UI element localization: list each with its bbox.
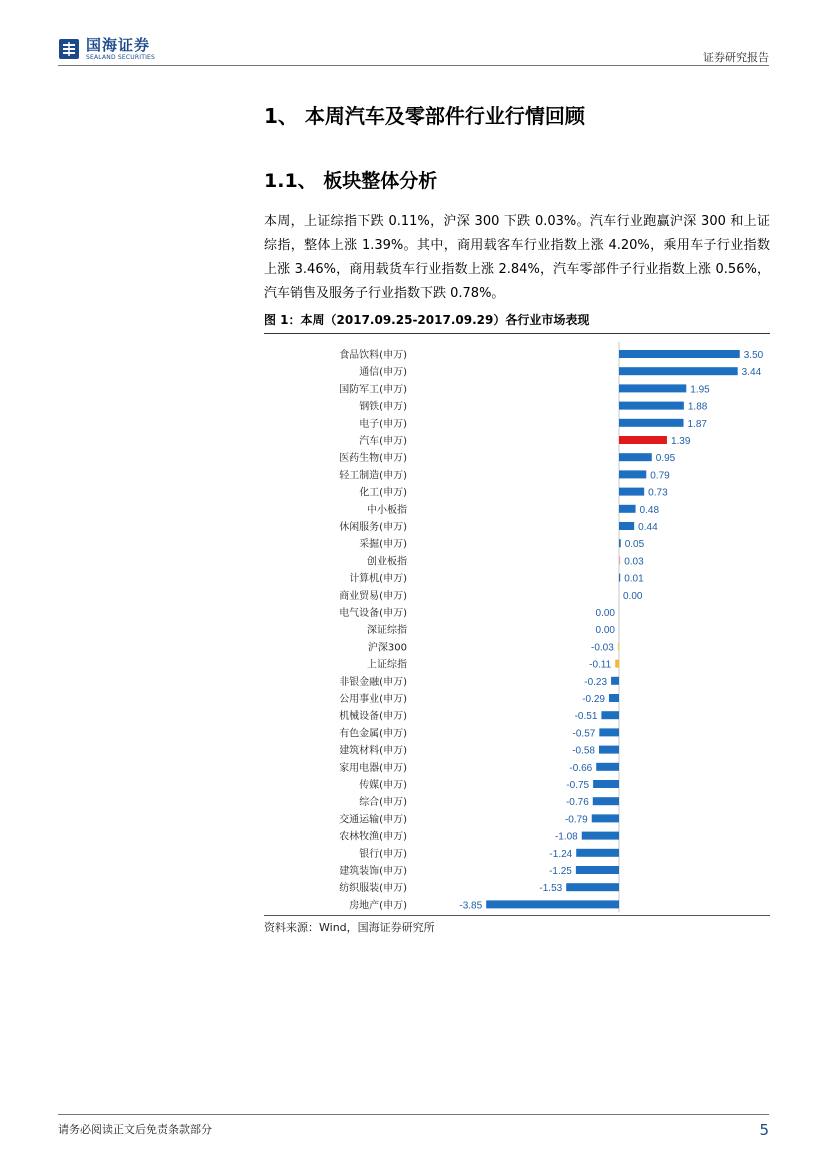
category-label: 有色金属(申万) [339,728,407,740]
bar [619,367,738,375]
category-label: 电气设备(申万) [339,608,407,619]
data-label: 0.01 [624,573,644,585]
bar [619,470,646,478]
bar [619,505,636,513]
section-heading: 1、 本周汽车及零部件行业行情回顾 [264,104,585,128]
category-label: 医药生物(申万) [339,453,407,465]
report-type-label: 证券研究报告 [703,51,769,64]
category-label: 纺织服装(申万) [339,883,407,895]
category-label: 非银金融(申万) [339,676,407,688]
category-label: 采掘(申万) [359,539,407,551]
figure-source: 资料来源：Wind，国海证券研究所 [264,921,435,934]
data-label: -0.51 [574,711,598,723]
bar [609,694,619,702]
bar [576,849,619,857]
data-label: 3.50 [743,350,764,361]
category-label: 上证综指 [367,659,407,671]
category-label: 商业贸易(申万) [339,590,407,602]
bar [611,677,619,685]
category-label: 计算机(申万) [349,573,407,585]
bar [576,866,619,874]
data-label: -0.23 [584,676,608,688]
bar [619,384,686,392]
category-label: 交通运输(申万) [339,814,407,826]
category-label: 休闲服务(申万) [339,522,407,533]
data-label: 0.00 [595,625,615,637]
category-label: 创业板指 [367,556,407,568]
page-number: 5 [759,1121,769,1139]
data-label: 0.44 [638,522,658,533]
data-label: 0.05 [624,539,645,551]
data-label: -0.58 [572,745,595,757]
category-label: 建筑材料(申万) [339,745,407,757]
data-label: 1.87 [687,418,707,430]
bar [593,797,619,805]
data-label: 1.39 [670,436,691,447]
data-label: 0.79 [650,470,670,482]
bar [582,832,619,840]
data-label: -0.66 [569,762,593,774]
data-label: -0.76 [565,797,589,809]
figure-bottom-rule [264,915,770,916]
footer-divider [58,1114,769,1115]
data-label: 0.00 [595,608,615,619]
data-label: -1.53 [539,883,563,895]
category-label: 农林牧渔(申万) [339,831,407,843]
category-label: 汽车(申万) [359,436,407,447]
page-header [0,0,827,66]
bar [601,711,619,719]
figure-caption: 图 1：本周（2017.09.25-2017.09.29）各行业市场表现 [264,313,590,327]
bar [618,642,619,650]
category-label: 公用事业(申万) [339,694,407,705]
sealand-logo-icon [58,38,80,60]
bar [619,556,620,564]
figure-top-rule [264,333,770,334]
data-label: 1.95 [690,384,710,396]
category-label: 机械设备(申万) [339,711,407,723]
category-label: 传媒(申万) [359,780,407,791]
body-paragraph: 本周，上证综指下跌 0.11%，沪深 300 下跌 0.03%。汽车行业跑赢沪深 300 和上证综指，整体上涨 1.39%。其中，商用载客车行业指数上涨 4.20%，乘用车子行业指数上涨 3.46%，商用载货车行业指数上涨 2.84%，汽车零部件子行业指数上涨 0.56%，汽车销售及服务子行业指数下跌 0.78%。 [264,214,770,301]
bar [615,660,619,668]
bar [619,419,684,427]
category-label: 通信(申万) [359,367,407,379]
data-label: -0.75 [566,780,590,791]
bar [619,488,644,496]
data-label: -1.25 [549,866,572,877]
data-label: -0.29 [582,694,605,705]
category-label: 深证综指 [367,625,407,637]
data-label: -1.24 [549,848,573,860]
data-label: 3.44 [741,367,762,379]
data-label: -0.57 [572,728,596,740]
category-label: 房地产(申万) [349,900,407,912]
category-label: 化工(申万) [359,487,407,499]
data-label: -0.03 [591,642,614,654]
brand-logo [58,36,155,62]
category-label: 银行(申万) [359,848,407,860]
bar [566,883,619,891]
category-label: 轻工制造(申万) [339,470,407,482]
bar [593,780,619,788]
category-label: 家用电器(申万) [339,762,407,774]
category-label: 钢铁(申万) [359,401,407,413]
bar [592,814,619,822]
category-label: 食品饮料(申万) [339,350,407,361]
category-label: 国防军工(申万) [339,384,407,396]
bar [486,900,619,908]
bar [619,350,740,358]
data-label: 0.03 [624,556,644,568]
category-label: 沪深300 [367,642,407,654]
data-label: -0.79 [564,814,588,826]
logo-chinese-name: 国海证券 [86,35,151,54]
bar [619,402,684,410]
subsection-heading: 1.1、 板块整体分析 [264,170,438,192]
bar [619,522,634,530]
bar [619,436,667,444]
data-label: -0.11 [589,659,612,671]
data-label: 0.00 [623,590,643,602]
bar [619,574,620,582]
bar [619,539,621,547]
logo-english-name: SEALAND SECURITIES [86,53,156,61]
category-label: 综合(申万) [359,797,407,809]
bar [619,453,652,461]
category-label: 建筑装饰(申万) [339,866,407,877]
footer-disclaimer: 请务必阅读正文后免责条款部分 [58,1123,212,1136]
category-label: 电子(申万) [359,418,407,430]
data-label: 0.48 [639,504,660,516]
header-divider [58,65,769,66]
data-label: 1.88 [687,401,708,413]
bar [599,746,619,754]
category-label: 中小板指 [367,504,407,516]
data-label: -1.08 [554,831,578,843]
data-label: 0.95 [655,453,676,465]
industry-performance-chart [264,338,770,912]
data-label: 0.73 [648,487,668,499]
bar [596,763,619,771]
data-label: -3.85 [459,900,483,912]
bar [599,728,619,736]
